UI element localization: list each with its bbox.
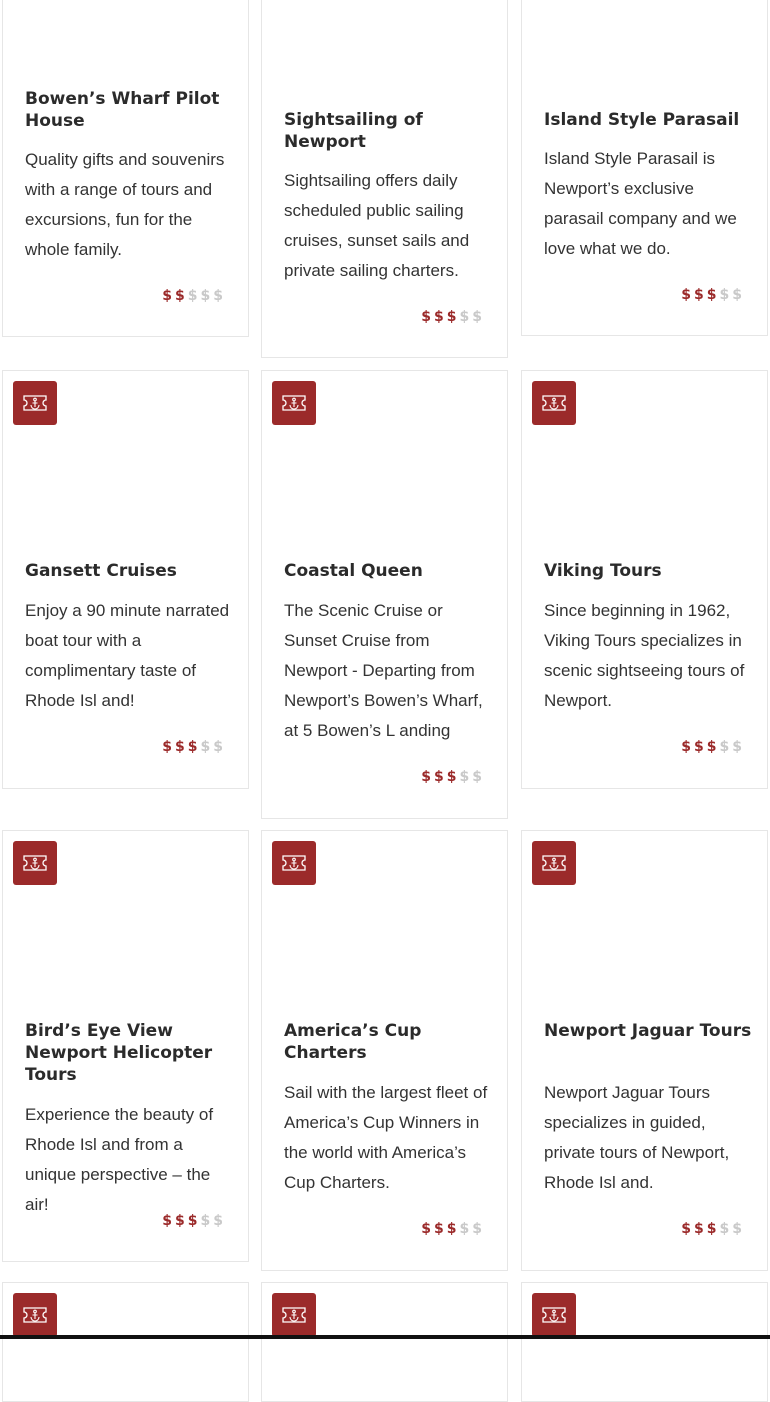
price-symbol-inactive: $ [472,309,485,325]
listing-card[interactable] [261,830,508,1271]
listing-title[interactable]: Gansett Cruises [25,561,177,581]
price-symbol-inactive: $ [187,288,201,304]
price-symbol-active: $ [706,1221,720,1237]
listing-card[interactable] [2,0,249,337]
price-symbol-active: $ [681,1221,694,1237]
price-symbol-active: $ [706,287,720,303]
ticket-anchor-icon[interactable] [532,1293,576,1337]
ticket-anchor-icon[interactable] [13,381,57,425]
price-symbol-inactive: $ [732,1221,745,1237]
ticket-anchor-icon[interactable] [532,381,576,425]
price-symbol-active: $ [175,1213,188,1229]
price-symbol-active: $ [446,769,460,785]
listing-card[interactable] [261,370,508,819]
price-symbol-active: $ [187,1213,201,1229]
price-symbol-active: $ [434,1221,447,1237]
window-bottom-edge [0,1335,770,1339]
price-symbol-inactive: $ [200,739,214,755]
price-symbol-active: $ [187,739,201,755]
price-symbol-active: $ [681,739,694,755]
price-rating [681,287,745,303]
listing-card[interactable] [261,1282,508,1402]
price-rating [421,1221,485,1237]
price-symbol-inactive: $ [732,287,745,303]
price-symbol-inactive: $ [459,769,473,785]
listing-title[interactable]: America’s Cup Charters [284,1021,422,1063]
listing-title[interactable]: Sightsailing of Newport [284,110,423,152]
price-symbol-active: $ [706,739,720,755]
listing-description: Since beginning in 1962, Viking Tours specializes in scenic sightseeing tours of Newport. [544,601,745,710]
price-symbol-active: $ [694,287,707,303]
listing-card[interactable] [521,0,768,336]
listing-title[interactable]: Viking Tours [544,561,662,581]
price-rating [681,739,745,755]
listing-description: Quality gifts and souvenirs with a range of tours and excursions, fun for the whole family. [25,150,225,259]
price-symbol-inactive: $ [213,1213,226,1229]
listing-description: Sail with the largest fleet of America’s Cup Winners in the world with America’s Cup Charters. [284,1083,488,1192]
price-rating [162,1213,226,1229]
price-symbol-inactive: $ [472,1221,485,1237]
listing-description: Newport Jaguar Tours specializes in guided, private tours of Newport, Rhode Isl and. [544,1083,730,1192]
listing-card[interactable] [521,370,768,789]
listing-card[interactable] [2,1282,249,1402]
price-symbol-inactive: $ [719,739,733,755]
price-symbol-inactive: $ [719,287,733,303]
price-symbol-active: $ [421,309,434,325]
listing-card[interactable] [2,370,249,789]
ticket-anchor-icon[interactable] [13,841,57,885]
price-rating [162,739,226,755]
price-symbol-inactive: $ [213,739,226,755]
price-symbol-active: $ [175,739,188,755]
ticket-anchor-icon[interactable] [272,841,316,885]
price-symbol-inactive: $ [719,1221,733,1237]
ticket-anchor-icon[interactable] [532,841,576,885]
price-symbol-inactive: $ [200,288,214,304]
listing-title[interactable]: Bowen’s Wharf Pilot House [25,89,220,131]
price-symbol-active: $ [421,769,434,785]
listing-card[interactable] [2,830,249,1262]
listing-title[interactable]: Island Style Parasail [544,110,740,130]
listing-description: Sightsailing offers daily scheduled public sailing cruises, sunset sails and private sailing charters. [284,171,470,280]
price-symbol-active: $ [162,739,175,755]
price-rating [681,1221,745,1237]
price-symbol-active: $ [446,1221,460,1237]
price-rating [421,769,485,785]
price-symbol-inactive: $ [200,1213,214,1229]
price-symbol-active: $ [175,288,188,304]
price-symbol-active: $ [421,1221,434,1237]
price-symbol-inactive: $ [732,739,745,755]
price-symbol-active: $ [694,1221,707,1237]
listing-title[interactable]: Newport Jaguar Tours [544,1021,752,1041]
listing-card[interactable] [521,1282,768,1402]
listing-description: Island Style Parasail is Newport’s exclusive parasail company and we love what we do. [544,149,737,258]
price-symbol-inactive: $ [213,288,226,304]
price-rating [162,288,226,304]
price-symbol-active: $ [446,309,460,325]
listing-title[interactable]: Bird’s Eye View Newport Helicopter Tours [25,1021,213,1085]
listing-description: The Scenic Cruise or Sunset Cruise from Newport - Departing from Newport’s Bowen’s Wharf, at 5 Bowen’s L anding [284,601,483,740]
listing-title[interactable]: Coastal Queen [284,561,423,581]
listing-card[interactable] [521,830,768,1271]
price-symbol-active: $ [434,769,447,785]
ticket-anchor-icon[interactable] [272,1293,316,1337]
price-symbol-active: $ [681,287,694,303]
price-symbol-active: $ [162,288,175,304]
listing-description: Enjoy a 90 minute narrated boat tour with a complimentary taste of Rhode Isl and! [25,601,230,710]
listing-description: Experience the beauty of Rhode Isl and from a unique perspective – the air! [25,1105,214,1214]
price-symbol-inactive: $ [472,769,485,785]
price-rating [421,309,485,325]
ticket-anchor-icon[interactable] [272,381,316,425]
price-symbol-inactive: $ [459,309,473,325]
price-symbol-active: $ [162,1213,175,1229]
listing-card[interactable] [261,0,508,358]
price-symbol-inactive: $ [459,1221,473,1237]
price-symbol-active: $ [434,309,447,325]
price-symbol-active: $ [694,739,707,755]
ticket-anchor-icon[interactable] [13,1293,57,1337]
